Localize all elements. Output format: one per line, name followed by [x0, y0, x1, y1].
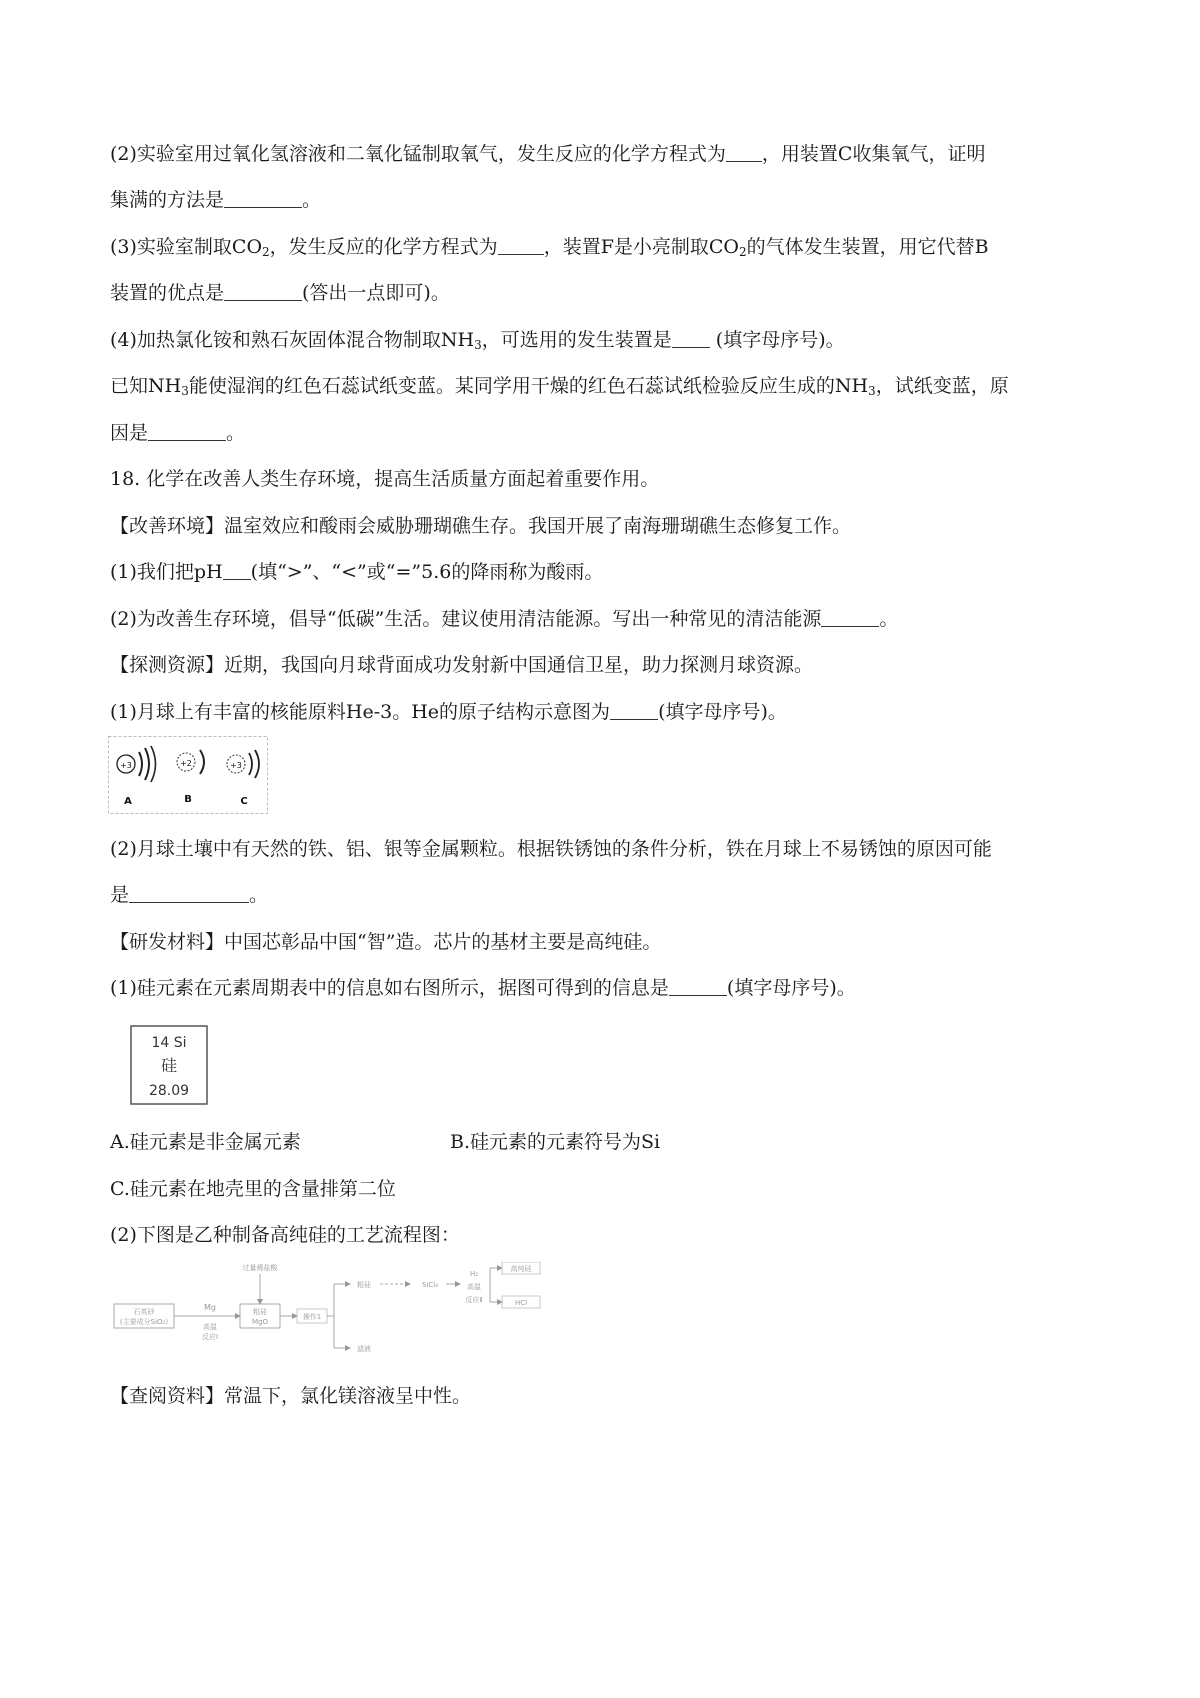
flow-cond-2a: H₂ — [469, 1270, 479, 1278]
res-q2-line-a: (2)月球土壤中有天然的铁、铝、银等金属颗粒。根据铁锈蚀的条件分析，铁在月球上不易锈蚀的原因可能 — [110, 838, 992, 860]
flow-reagent-top: 过量稀盐酸 — [242, 1264, 278, 1272]
text: (填字母序号)。 — [709, 329, 845, 351]
mat-q2: (2)下图是乙种制备高纯硅的工艺流程图： — [110, 1224, 460, 1246]
subscript: 3 — [868, 384, 876, 398]
text: (1)我们把pH — [110, 561, 223, 583]
q18-title: 18. 化学在改善人类生存环境，提高生活质量方面起着重要作用。 — [110, 468, 660, 490]
answer-blank[interactable] — [726, 143, 762, 162]
subscript: 2 — [739, 245, 747, 259]
atom-structure-figure — [108, 736, 268, 814]
text: 集满的方法是 — [110, 189, 225, 211]
text: 。 — [879, 608, 899, 630]
flow-mg-label: Mg — [204, 1303, 216, 1312]
svg-text:+2: +2 — [180, 759, 192, 768]
env-q1 — [110, 558, 603, 586]
answer-blank[interactable] — [821, 608, 879, 627]
text: 的气体发生装置，用它代替B — [746, 236, 989, 258]
atom-label-c: C — [240, 796, 248, 807]
element-number-symbol: 14 Si — [151, 1035, 187, 1051]
text: ，可选用的发生装置是 — [481, 329, 672, 351]
q17-2-line-b — [110, 186, 321, 214]
process-flow-diagram — [112, 1262, 552, 1362]
flow-input-label: 石英砂 — [133, 1308, 155, 1316]
text: (1)月球上有丰富的核能原料He-3。He的原子结构示意图为 — [110, 701, 611, 723]
text: 因是 — [110, 422, 149, 444]
text: ，用装置C收集氧气，证明 — [761, 143, 986, 165]
text: 。 — [302, 189, 322, 211]
text: (填字母序号)。 — [658, 701, 787, 723]
answer-blank[interactable] — [669, 977, 727, 996]
flow-filtrate: 滤液 — [357, 1345, 371, 1353]
flow-crude: 粗硅 — [357, 1281, 371, 1289]
text: ，试纸变蓝，原 — [875, 375, 1009, 397]
atom-label-b: B — [184, 794, 192, 805]
flow-cond-2c: 反应Ⅱ — [465, 1296, 483, 1304]
env-heading: 【改善环境】温室效应和酸雨会威胁珊瑚礁生存。我国开展了南海珊瑚礁生态修复工作。 — [110, 515, 852, 537]
text: (1)硅元素在元素周期表中的信息如右图所示，据图可得到的信息是 — [110, 977, 669, 999]
q17-6-line — [110, 419, 245, 447]
text: (3)实验室制取CO — [110, 236, 263, 258]
flow-product-2: HCl — [514, 1299, 528, 1307]
res-heading: 【探测资源】近期，我国向月球背面成功发射新中国通信卫星，助力探测月球资源。 — [110, 654, 814, 676]
flow-cond-2b: 高温 — [467, 1283, 481, 1291]
text: 已知NH — [110, 375, 182, 397]
atom-c — [227, 750, 259, 807]
res-q2-line-b — [110, 881, 268, 909]
q17-3-line-a — [110, 233, 989, 261]
ref-heading: 【查阅资料】常温下，氯化镁溶液呈中性。 — [110, 1385, 472, 1407]
subscript: 3 — [181, 384, 189, 398]
option-c: C.硅元素在地壳里的含量排第二位 — [110, 1178, 396, 1200]
text: (填字母序号)。 — [726, 977, 856, 999]
flow-op-1: 操作1 — [302, 1313, 322, 1321]
flow-product-1: 高纯硅 — [510, 1265, 532, 1273]
flow-sicl4: SiCl₄ — [421, 1281, 439, 1289]
atom-a — [117, 746, 156, 807]
answer-blank[interactable] — [672, 329, 710, 348]
subscript: 3 — [474, 338, 482, 352]
mat-q1 — [110, 974, 856, 1002]
text: ，发生反应的化学方程式为 — [269, 236, 498, 258]
text: 能使湿润的红色石蕊试纸变蓝。某同学用干燥的红色石蕊试纸检验反应生成的NH — [188, 375, 869, 397]
env-q2 — [110, 605, 898, 633]
answer-blank[interactable] — [224, 282, 302, 301]
answer-blank[interactable] — [224, 189, 302, 208]
flow-mix-b: MgO — [252, 1318, 268, 1326]
text: (2)实验室用过氧化氢溶液和二氧化锰制取氧气，发生反应的化学方程式为 — [110, 143, 726, 165]
text: 装置的优点是 — [110, 282, 225, 304]
answer-blank[interactable] — [498, 236, 544, 255]
option-b: B.硅元素的元素符号为Si — [450, 1131, 661, 1153]
svg-text:+3: +3 — [230, 761, 242, 770]
option-a: A.硅元素是非金属元素 — [110, 1131, 301, 1153]
answer-blank[interactable] — [223, 561, 251, 580]
q17-4-line — [110, 326, 845, 354]
text: 。 — [226, 422, 246, 444]
element-name: 硅 — [160, 1056, 178, 1075]
silicon-element-card — [130, 1025, 208, 1105]
text: (填“>”、“<”或“=”5.6的降雨称为酸雨。 — [250, 561, 604, 583]
q17-5-line — [110, 372, 1009, 400]
q17-2-line-a — [110, 140, 985, 168]
q17-3-line-b — [110, 279, 450, 307]
text: (答出一点即可)。 — [302, 282, 450, 304]
res-q1 — [110, 698, 787, 726]
answer-blank[interactable] — [610, 701, 658, 720]
subscript: 2 — [262, 245, 270, 259]
atom-b — [177, 750, 204, 805]
flow-mix-a: 粗硅 — [253, 1308, 267, 1316]
svg-text:+3: +3 — [120, 761, 132, 770]
mat-heading: 【研发材料】中国芯彰品中国“智”造。芯片的基材主要是高纯硅。 — [110, 931, 662, 953]
text: ，装置F是小亮制取CO — [543, 236, 739, 258]
text: 是 — [110, 884, 130, 906]
text: (2)为改善生存环境，倡导“低碳”生活。建议使用清洁能源。写出一种常见的清洁能源 — [110, 608, 822, 630]
atom-label-a: A — [124, 796, 132, 807]
text: (4)加热氯化铵和熟石灰固体混合物制取NH — [110, 329, 475, 351]
text: 。 — [249, 884, 269, 906]
flow-input-note: (主要成分SiO₂) — [119, 1318, 169, 1326]
answer-blank[interactable] — [129, 884, 249, 903]
flow-cond-1a: 高温 — [203, 1323, 217, 1331]
answer-blank[interactable] — [148, 422, 226, 441]
element-mass: 28.09 — [148, 1083, 190, 1099]
flow-cond-1b: 反应Ⅰ — [201, 1333, 219, 1341]
